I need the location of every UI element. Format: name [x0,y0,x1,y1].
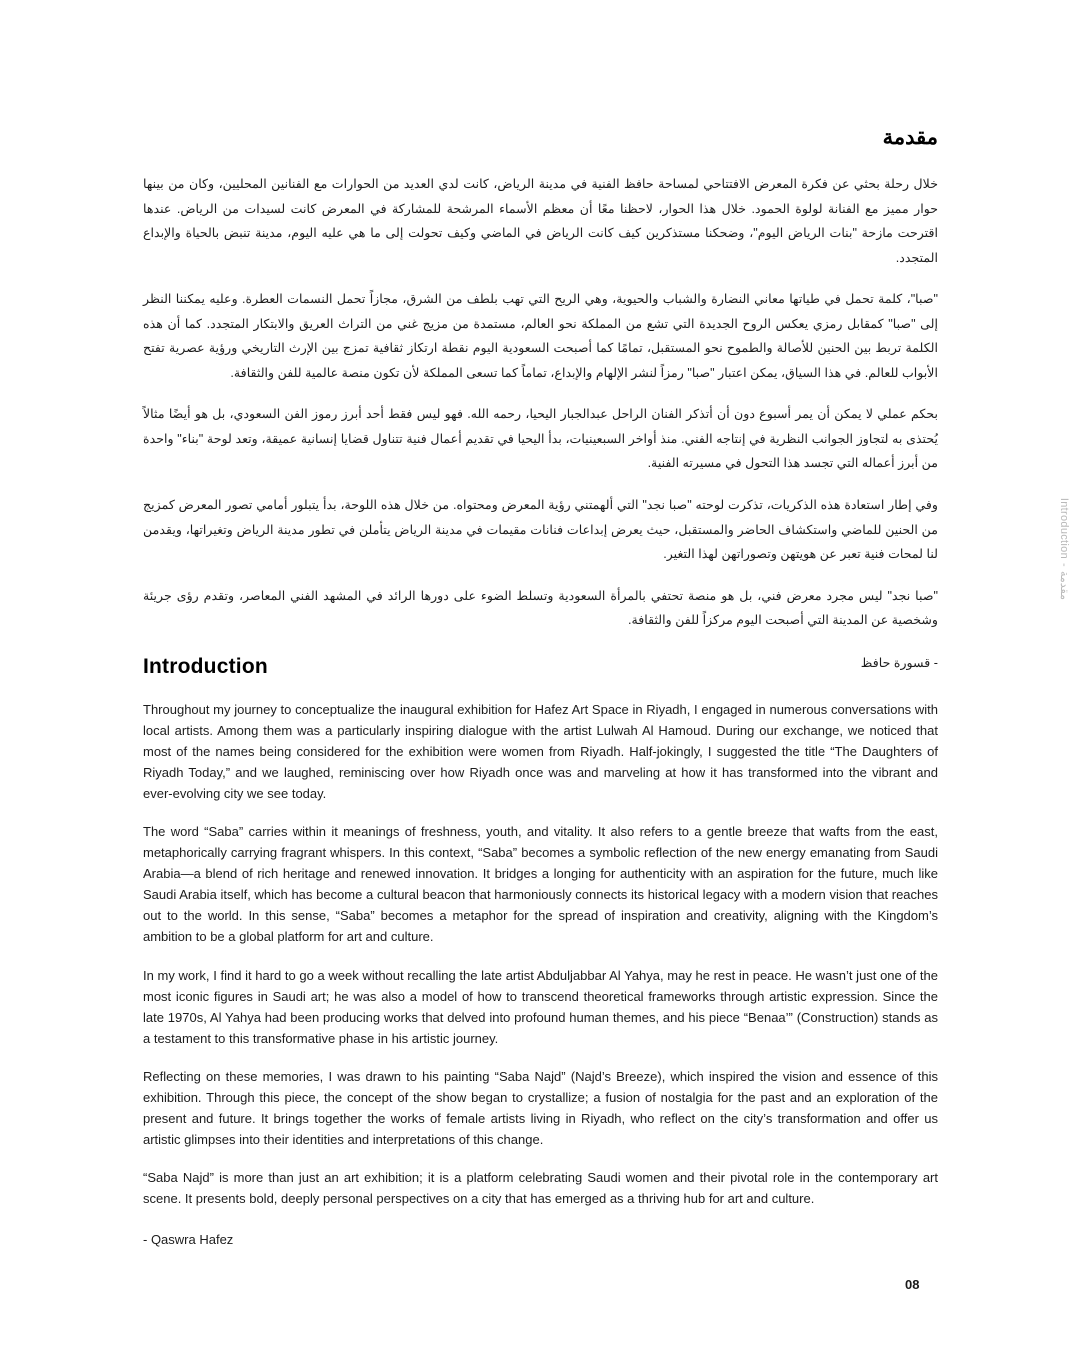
arabic-paragraph: وفي إطار استعادة هذه الذكريات، تذكرت لوحته "صبا نجد" التي ألهمتني رؤية المعرض ومحتواه. من خلال هذه اللوحة، بدأ يتبلور أمامي تصور المعرض كمزيج من الحنين للماضي واستكشاف الحاضر والمستقبل، حيث يعرض إبداعات فنانات مقيمات في مدينة الرياض يتأملن في تطور مدينة الرياض وتغيراتها، ويقدمن لنا لمحات فنية تعبر عن هويتهن وتصوراتهن لهذا التغير. [143,498,938,562]
english-paragraph: “Saba Najd” is more than just an art exhibition; it is a platform celebrating Saudi women and their pivotal role in the contemporary art scene. It presents bold, deeply personal perspectives on a city that has emerged as a thriving hub for art and culture. [143,1169,938,1206]
arabic-paragraph: خلال رحلة بحثي عن فكرة المعرض الافتتاحي لمساحة حافظ الفنية في مدينة الرياض، كانت لدي العديد من الحوارات مع الفنانين المحليين، وكان من بينها حوار مميز مع الفنانة لولوة الحمود. خلال هذا الحوار، لاحظنا معًا أن معظم الأسماء المرشحة للمشاركة في المعرض كانت لسيدات من الرياض. عندها اقترحت مازحة "بنات الرياض اليوم"، وضحكنا مستذكرين كيف كانت الرياض في الماضي وكيف تحولت إلى ما هي عليه اليوم، مدينة تنبض بالحياة والإبداع المتجدد. [143,177,938,265]
english-paragraph: Throughout my journey to conceptualize the inaugural exhibition for Hafez Art Space in Riyadh, I engaged in numerous conversations with local artists. Among them was a particularly inspiring dialogue with the artist Lulwah Al Hamoud. During our exchange, we noticed that most of the names being considered for the exhibition were women from Riyadh. Half-jokingly, I suggested the title “The Daughters of Riyadh Today,” and we laughed, reminiscing over how Riyadh once was and marveling at how it has transformed into the vibrant and ever-evolving city we see today. [143,702,938,802]
english-paragraph: Reflecting on these memories, I was drawn to his painting “Saba Najd” (Najd’s Breeze), which inspired the vision and essence of this exhibition. Through this piece, the concept of the show began to crystallize; a fusion of nostalgia for the past and an exploration of the present and future. It brings together the works of female artists living in Riyadh, who reflect on the city’s transformation and offer us artistic glimpses into their identities and interpretations of this change. [143,1068,938,1147]
running-head-separator: - [1058,563,1070,567]
arabic-signature: - قسورة حافظ [860,655,938,670]
english-paragraph: In my work, I find it hard to go a week without recalling the late artist Abduljabbar Al Yahya, may he rest in peace. He wasn’t just one of the most iconic figures in Saudi art; he was also a model of how to transcend theoretical frameworks through artistic expression. Since the late 1970s, Al Yahya had been producing works that delved into profound human themes, and his piece “Benaa’” (Construction) stands as a testament to this transformative phase in his artistic journey. [143,967,938,1046]
running-head-english: Introduction [1058,497,1070,559]
arabic-section [143,125,938,675]
arabic-paragraph: "صبا نجد" ليس مجرد معرض فني، بل هو منصة تحتفي بالمرأة السعودية وتسلط الضوء على دورها الرائد في المشهد الفني المعاصر، وتقدم رؤى جريئة وشخصية عن المدينة التي أصبحت اليوم مركزاً للفن والثقافة. [143,588,938,628]
english-section [143,655,938,1250]
page-number: 08 [905,1277,920,1292]
english-paragraph: The word “Saba” carries within it meanings of freshness, youth, and vitality. It also refers to a gentle breeze that wafts from the east, metaphorically carrying fragrant whispers. In this context, “Saba” becomes a symbolic reflection of the new energy emanating from Saudi Arabia—a blend of rich heritage and renewed innovation. It bridges a longing for authenticity with an aspiration for the future, much like Saudi Arabia itself, which has become a cultural beacon that harmoniously connects its historical legacy with a modern vision that reaches out to the world. In this sense, “Saba” becomes a metaphor for the spread of inspiration and creativity, aligning with the Kingdom’s ambition to be a global platform for art and culture. [143,824,938,945]
english-signature: - Qaswra Hafez [143,1231,234,1247]
english-heading: Introduction [143,655,268,678]
arabic-heading: مقدمة [882,126,938,149]
running-head [1058,498,1071,600]
arabic-paragraph: بحكم عملي لا يمكن أن يمر أسبوع دون أن أتذكر الفنان الراحل عبدالجبار اليحيا، رحمه الله. فهو ليس فقط أحد أبرز رموز الفن السعودي، بل هو أيضًا مثالاً يُحتذى به لتجاوز الجوانب النظرية في إنتاجه الفني. منذ أواخر السبعينيات، بدأ اليحيا في تقديم أعمال فنية تتناول قضايا إنسانية عميقة، وتعد لوحة "بناء" واحدة من أبرز أعماله التي تجسد هذا التحول في مسيرته الفنية. [143,407,938,471]
arabic-paragraph: "صبا"، كلمة تحمل في طياتها معاني النضارة والشباب والحيوية، وهي الريح التي تهب بلطف من الشرق، مجازاً تحمل النسمات العطرة. وعليه يمكننا النظر إلى "صبا" كمقابل رمزي يعكس الروح الجديدة التي تشع من المملكة نحو العالم، مستمدة من مزيج غني من التراث العريق والابتكار المتجدد. كما أن هذه الكلمة تربط بين الحنين للأصالة والطموح نحو المستقبل، تمامًا كما أصبحت السعودية اليوم نقطة ارتكاز ثقافية تمزج بين الإرث التاريخي ورؤية عصرية تفتح الأبواب للعالم. في هذا السياق، يمكن اعتبار "صبا" رمزاً لنشر الإلهام والإبداع، تماماً كما تسعى المملكة لأن تكون منصة عالمية للفن والثقافة. [143,292,938,380]
running-head-arabic: مقدمة [1058,570,1070,600]
